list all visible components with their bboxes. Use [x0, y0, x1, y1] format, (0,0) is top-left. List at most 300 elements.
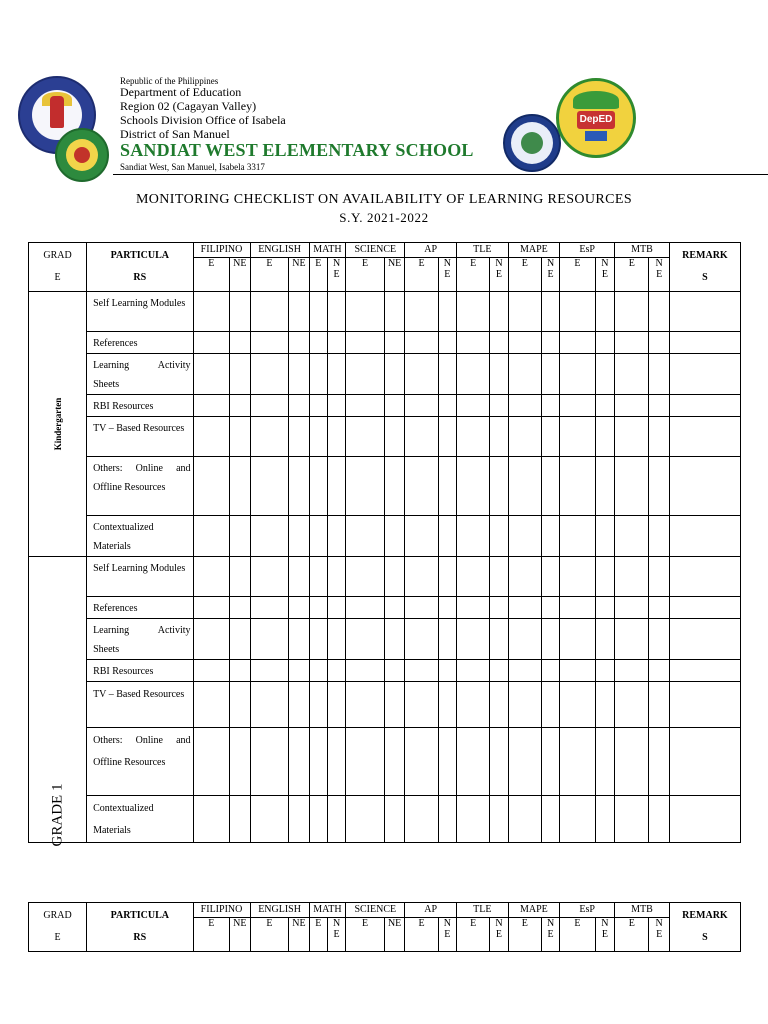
checklist-cell[interactable] [541, 332, 559, 354]
checklist-cell[interactable] [309, 660, 327, 682]
checklist-cell[interactable] [490, 557, 508, 597]
checklist-cell[interactable] [346, 557, 385, 597]
checklist-cell[interactable] [595, 682, 614, 728]
checklist-cell[interactable] [327, 728, 345, 796]
checklist-cell[interactable] [250, 557, 289, 597]
checklist-cell[interactable] [309, 516, 327, 557]
checklist-cell[interactable] [649, 395, 669, 417]
checklist-cell[interactable] [289, 332, 309, 354]
checklist-cell[interactable] [384, 796, 404, 843]
table-row [29, 682, 741, 728]
school-seal-logo [503, 114, 561, 172]
checklist-cell[interactable] [490, 332, 508, 354]
checklist-cell[interactable] [346, 395, 385, 417]
checklist-cell[interactable] [560, 728, 595, 796]
checklist-cell[interactable] [669, 516, 740, 557]
not-existing-subheader: N E [490, 258, 508, 292]
checklist-cell[interactable] [384, 660, 404, 682]
checklist-cell[interactable] [327, 417, 345, 457]
checklist-cell[interactable] [508, 457, 541, 516]
checklist-cell[interactable] [615, 557, 649, 597]
checklist-cell[interactable] [289, 796, 309, 843]
particular-label: RBI Resources [87, 660, 193, 682]
checklist-cell[interactable] [289, 682, 309, 728]
subject-column-header: TLE [456, 903, 508, 918]
checklist-cell[interactable] [669, 457, 740, 516]
checklist-cell[interactable] [346, 660, 385, 682]
checklist-cell[interactable] [309, 796, 327, 843]
checklist-cell[interactable] [490, 597, 508, 619]
checklist-cell[interactable] [346, 457, 385, 516]
not-existing-subheader: N E [541, 918, 559, 952]
checklist-cell[interactable] [669, 354, 740, 395]
checklist-cell[interactable] [595, 557, 614, 597]
checklist-cell[interactable] [384, 292, 404, 332]
checklist-cell[interactable] [289, 660, 309, 682]
checklist-cell[interactable] [438, 557, 456, 597]
checklist-cell[interactable] [250, 728, 289, 796]
checklist-cell[interactable] [541, 597, 559, 619]
checklist-cell[interactable] [438, 619, 456, 660]
checklist-cell[interactable] [405, 516, 438, 557]
checklist-cell[interactable] [384, 619, 404, 660]
table-row [29, 417, 741, 457]
checklist-cell[interactable] [615, 417, 649, 457]
checklist-cell[interactable] [490, 516, 508, 557]
checklist-cell[interactable] [230, 292, 250, 332]
checklist-cell[interactable] [405, 682, 438, 728]
checklist-cell[interactable] [405, 619, 438, 660]
checklist-cell[interactable] [456, 619, 489, 660]
checklist-cell[interactable] [384, 597, 404, 619]
checklist-cell[interactable] [230, 417, 250, 457]
checklist-cell[interactable] [250, 796, 289, 843]
checklist-cell[interactable] [615, 332, 649, 354]
checklist-cell[interactable] [541, 557, 559, 597]
checklist-cell[interactable] [230, 557, 250, 597]
subject-column-header: MAPE [508, 903, 560, 918]
checklist-cell[interactable] [193, 457, 230, 516]
checklist-cell[interactable] [405, 728, 438, 796]
checklist-cell[interactable] [309, 728, 327, 796]
subject-column-header: FILIPINO [193, 903, 250, 918]
checklist-cell[interactable] [250, 395, 289, 417]
checklist-cell[interactable] [649, 417, 669, 457]
checklist-cell[interactable] [346, 796, 385, 843]
checklist-cell[interactable] [595, 395, 614, 417]
checklist-cell[interactable] [250, 417, 289, 457]
checklist-cell[interactable] [490, 457, 508, 516]
checklist-cell[interactable] [615, 597, 649, 619]
checklist-cell[interactable] [193, 728, 230, 796]
checklist-cell[interactable] [193, 660, 230, 682]
checklist-cell[interactable] [193, 516, 230, 557]
checklist-cell[interactable] [490, 728, 508, 796]
checklist-cell[interactable] [456, 457, 489, 516]
checklist-cell[interactable] [456, 796, 489, 843]
checklist-cell[interactable] [230, 395, 250, 417]
not-existing-subheader: N E [438, 258, 456, 292]
checklist-cell[interactable] [438, 292, 456, 332]
checklist-cell[interactable] [230, 796, 250, 843]
checklist-cell[interactable] [193, 597, 230, 619]
checklist-cell[interactable] [508, 516, 541, 557]
table-row [29, 332, 741, 354]
checklist-cell[interactable] [438, 354, 456, 395]
checklist-cell[interactable] [595, 597, 614, 619]
checklist-cell[interactable] [405, 557, 438, 597]
checklist-cell[interactable] [230, 457, 250, 516]
checklist-cell[interactable] [595, 417, 614, 457]
checklist-cell[interactable] [615, 457, 649, 516]
checklist-cell[interactable] [438, 728, 456, 796]
checklist-cell[interactable] [595, 728, 614, 796]
checklist-cell[interactable] [541, 728, 559, 796]
checklist-cell[interactable] [327, 796, 345, 843]
checklist-cell[interactable] [595, 660, 614, 682]
checklist-cell[interactable] [456, 557, 489, 597]
checklist-cell[interactable] [490, 395, 508, 417]
table-row [29, 619, 741, 660]
particular-label: Contextualized Materials [87, 796, 193, 843]
checklist-cell[interactable] [541, 619, 559, 660]
checklist-cell[interactable] [490, 417, 508, 457]
checklist-cell[interactable] [405, 292, 438, 332]
checklist-cell[interactable] [327, 516, 345, 557]
checklist-cell[interactable] [669, 796, 740, 843]
checklist-cell[interactable] [649, 457, 669, 516]
checklist-cell[interactable] [541, 354, 559, 395]
checklist-cell[interactable] [649, 332, 669, 354]
checklist-cell[interactable] [595, 619, 614, 660]
checklist-cell[interactable] [541, 796, 559, 843]
not-existing-subheader: N E [595, 918, 614, 952]
checklist-cell[interactable] [508, 417, 541, 457]
checklist-cell[interactable] [669, 395, 740, 417]
checklist-cell[interactable] [405, 417, 438, 457]
checklist-cell[interactable] [346, 619, 385, 660]
checklist-cell[interactable] [438, 682, 456, 728]
checklist-cell[interactable] [669, 597, 740, 619]
checklist-cell[interactable] [405, 457, 438, 516]
checklist-cell[interactable] [327, 682, 345, 728]
checklist-cell[interactable] [649, 682, 669, 728]
checklist-cell[interactable] [649, 354, 669, 395]
checklist-cell[interactable] [456, 682, 489, 728]
checklist-cell[interactable] [289, 292, 309, 332]
checklist-cell[interactable] [250, 457, 289, 516]
header-divider [113, 174, 768, 175]
checklist-cell[interactable] [289, 557, 309, 597]
checklist-cell[interactable] [456, 332, 489, 354]
existing-subheader: E [346, 258, 385, 292]
checklist-cell[interactable] [289, 619, 309, 660]
checklist-cell[interactable] [508, 660, 541, 682]
checklist-cell[interactable] [309, 557, 327, 597]
checklist-cell[interactable] [230, 516, 250, 557]
checklist-cell[interactable] [346, 417, 385, 457]
checklist-cell[interactable] [438, 332, 456, 354]
department-line: Department of Education [120, 85, 242, 99]
checklist-cell[interactable] [384, 417, 404, 457]
checklist-cell[interactable] [438, 796, 456, 843]
checklist-cell[interactable] [595, 332, 614, 354]
checklist-cell[interactable] [669, 557, 740, 597]
checklist-cell[interactable] [289, 395, 309, 417]
checklist-cell[interactable] [193, 557, 230, 597]
checklist-cell[interactable] [508, 332, 541, 354]
checklist-cell[interactable] [309, 597, 327, 619]
checklist-cell[interactable] [560, 332, 595, 354]
checklist-cell[interactable] [560, 682, 595, 728]
checklist-cell[interactable] [346, 728, 385, 796]
checklist-cell[interactable] [490, 796, 508, 843]
checklist-cell[interactable] [456, 292, 489, 332]
checklist-cell[interactable] [384, 395, 404, 417]
checklist-cell[interactable] [327, 292, 345, 332]
district-line: District of San Manuel [120, 127, 230, 141]
checklist-cell[interactable] [541, 660, 559, 682]
checklist-cell[interactable] [560, 619, 595, 660]
school-address: Sandiat West, San Manuel, Isabela 3317 [120, 162, 265, 172]
checklist-cell[interactable] [508, 354, 541, 395]
checklist-cell[interactable] [193, 619, 230, 660]
checklist-cell[interactable] [669, 682, 740, 728]
checklist-cell[interactable] [193, 417, 230, 457]
checklist-cell[interactable] [560, 354, 595, 395]
subject-column-header: MAPE [508, 243, 560, 258]
checklist-cell[interactable] [438, 457, 456, 516]
checklist-cell[interactable] [508, 597, 541, 619]
checklist-cell[interactable] [230, 354, 250, 395]
division-line: Schools Division Office of Isabela [120, 113, 286, 127]
table-row [29, 395, 741, 417]
checklist-cell[interactable] [649, 292, 669, 332]
checklist-cell[interactable] [456, 417, 489, 457]
checklist-cell[interactable] [508, 796, 541, 843]
checklist-cell[interactable] [384, 516, 404, 557]
checklist-cell[interactable] [327, 354, 345, 395]
checklist-cell[interactable] [309, 457, 327, 516]
checklist-cell[interactable] [309, 619, 327, 660]
existing-subheader: E [193, 918, 230, 952]
checklist-cell[interactable] [595, 457, 614, 516]
checklist-cell[interactable] [250, 516, 289, 557]
checklist-cell[interactable] [560, 516, 595, 557]
checklist-cell[interactable] [615, 619, 649, 660]
checklist-cell[interactable] [456, 728, 489, 796]
checklist-cell[interactable] [456, 354, 489, 395]
checklist-cell[interactable] [560, 796, 595, 843]
checklist-cell[interactable] [669, 332, 740, 354]
checklist-cell[interactable] [250, 354, 289, 395]
checklist-cell[interactable] [250, 332, 289, 354]
checklist-cell[interactable] [541, 516, 559, 557]
checklist-cell[interactable] [541, 457, 559, 516]
checklist-cell[interactable] [309, 417, 327, 457]
school-name: SANDIAT WEST ELEMENTARY SCHOOL [120, 140, 474, 160]
checklist-cell[interactable] [327, 660, 345, 682]
checklist-cell[interactable] [289, 516, 309, 557]
checklist-cell[interactable] [309, 332, 327, 354]
checklist-cell[interactable] [541, 682, 559, 728]
checklist-cell[interactable] [456, 660, 489, 682]
checklist-cell[interactable] [405, 354, 438, 395]
checklist-cell[interactable] [456, 597, 489, 619]
checklist-cell[interactable] [615, 516, 649, 557]
checklist-cell[interactable] [456, 395, 489, 417]
checklist-cell[interactable] [438, 417, 456, 457]
checklist-cell[interactable] [508, 557, 541, 597]
checklist-cell[interactable] [615, 660, 649, 682]
checklist-cell[interactable] [595, 796, 614, 843]
checklist-cell[interactable] [309, 395, 327, 417]
checklist-cell[interactable] [327, 457, 345, 516]
checklist-cell[interactable] [560, 457, 595, 516]
checklist-cell[interactable] [346, 682, 385, 728]
checklist-cell[interactable] [405, 660, 438, 682]
checklist-cell[interactable] [615, 395, 649, 417]
checklist-cell[interactable] [230, 728, 250, 796]
checklist-cell[interactable] [560, 395, 595, 417]
checklist-cell[interactable] [309, 292, 327, 332]
checklist-cell[interactable] [649, 557, 669, 597]
checklist-cell[interactable] [560, 292, 595, 332]
checklist-cell[interactable] [193, 796, 230, 843]
existing-subheader: E [508, 258, 541, 292]
checklist-cell[interactable] [309, 682, 327, 728]
checklist-cell[interactable] [595, 292, 614, 332]
checklist-cell[interactable] [560, 557, 595, 597]
checklist-cell[interactable] [346, 292, 385, 332]
checklist-cell[interactable] [230, 660, 250, 682]
checklist-cell[interactable] [327, 557, 345, 597]
checklist-cell[interactable] [649, 660, 669, 682]
checklist-cell[interactable] [346, 332, 385, 354]
table-row [29, 728, 741, 796]
checklist-cell[interactable] [560, 660, 595, 682]
checklist-cell[interactable] [508, 728, 541, 796]
checklist-cell[interactable] [289, 417, 309, 457]
checklist-cell[interactable] [508, 682, 541, 728]
checklist-cell[interactable] [384, 332, 404, 354]
checklist-cell[interactable] [649, 597, 669, 619]
particular-label: References [87, 332, 193, 354]
checklist-cell[interactable] [669, 619, 740, 660]
checklist-cell[interactable] [289, 597, 309, 619]
checklist-cell[interactable] [560, 597, 595, 619]
particular-label: Self Learning Modules [87, 292, 193, 332]
checklist-cell[interactable] [490, 292, 508, 332]
checklist-cell[interactable] [490, 619, 508, 660]
checklist-cell[interactable] [649, 728, 669, 796]
checklist-cell[interactable] [193, 292, 230, 332]
checklist-cell[interactable] [560, 417, 595, 457]
checklist-cell[interactable] [456, 516, 489, 557]
checklist-cell[interactable] [193, 395, 230, 417]
division-seal-logo [55, 128, 109, 182]
checklist-cell[interactable] [384, 457, 404, 516]
subject-column-header: AP [405, 903, 457, 918]
checklist-cell[interactable] [346, 597, 385, 619]
checklist-cell[interactable] [384, 557, 404, 597]
checklist-cell[interactable] [230, 597, 250, 619]
checklist-cell[interactable] [669, 728, 740, 796]
checklist-cell[interactable] [250, 682, 289, 728]
checklist-cell[interactable] [384, 728, 404, 796]
checklist-cell[interactable] [346, 516, 385, 557]
checklist-cell[interactable] [327, 597, 345, 619]
checklist-cell[interactable] [508, 292, 541, 332]
checklist-cell[interactable] [405, 597, 438, 619]
checklist-cell[interactable] [490, 682, 508, 728]
checklist-cell[interactable] [490, 354, 508, 395]
checklist-cell[interactable] [384, 682, 404, 728]
checklist-cell[interactable] [615, 728, 649, 796]
checklist-cell[interactable] [649, 619, 669, 660]
checklist-cell[interactable] [405, 796, 438, 843]
checklist-cell[interactable] [405, 395, 438, 417]
checklist-cell[interactable] [595, 354, 614, 395]
checklist-cell[interactable] [438, 597, 456, 619]
checklist-cell[interactable] [346, 354, 385, 395]
checklist-cell[interactable] [615, 682, 649, 728]
checklist-cell[interactable] [309, 354, 327, 395]
checklist-cell[interactable] [669, 292, 740, 332]
checklist-cell[interactable] [327, 395, 345, 417]
checklist-cell[interactable] [490, 660, 508, 682]
checklist-cell[interactable] [230, 682, 250, 728]
checklist-cell[interactable] [384, 354, 404, 395]
checklist-cell[interactable] [615, 292, 649, 332]
checklist-cell[interactable] [508, 395, 541, 417]
checklist-cell[interactable] [508, 619, 541, 660]
checklist-cell[interactable] [230, 332, 250, 354]
checklist-cell[interactable] [438, 395, 456, 417]
checklist-cell[interactable] [250, 597, 289, 619]
checklist-cell[interactable] [438, 516, 456, 557]
checklist-cell[interactable] [649, 796, 669, 843]
checklist-cell[interactable] [250, 660, 289, 682]
checklist-cell[interactable] [327, 332, 345, 354]
checklist-cell[interactable] [541, 395, 559, 417]
checklist-cell[interactable] [541, 417, 559, 457]
checklist-cell[interactable] [230, 619, 250, 660]
checklist-cell[interactable] [289, 354, 309, 395]
checklist-cell[interactable] [405, 332, 438, 354]
checklist-cell[interactable] [669, 660, 740, 682]
checklist-cell[interactable] [615, 354, 649, 395]
checklist-cell[interactable] [615, 796, 649, 843]
checklist-cell[interactable] [438, 660, 456, 682]
checklist-cell[interactable] [595, 516, 614, 557]
checklist-cell[interactable] [193, 354, 230, 395]
grade-label-text: Kindergarten [52, 397, 63, 451]
checklist-cell[interactable] [327, 619, 345, 660]
checklist-cell[interactable] [541, 292, 559, 332]
checklist-cell[interactable] [193, 332, 230, 354]
table-row [29, 354, 741, 395]
checklist-cell[interactable] [250, 292, 289, 332]
grade-label-text: GRADE 1 [49, 783, 66, 847]
checklist-cell[interactable] [669, 417, 740, 457]
checklist-cell[interactable] [193, 682, 230, 728]
checklist-cell[interactable] [250, 619, 289, 660]
checklist-cell[interactable] [289, 457, 309, 516]
table-header-row [29, 243, 741, 258]
checklist-cell[interactable] [289, 728, 309, 796]
checklist-cell[interactable] [649, 516, 669, 557]
